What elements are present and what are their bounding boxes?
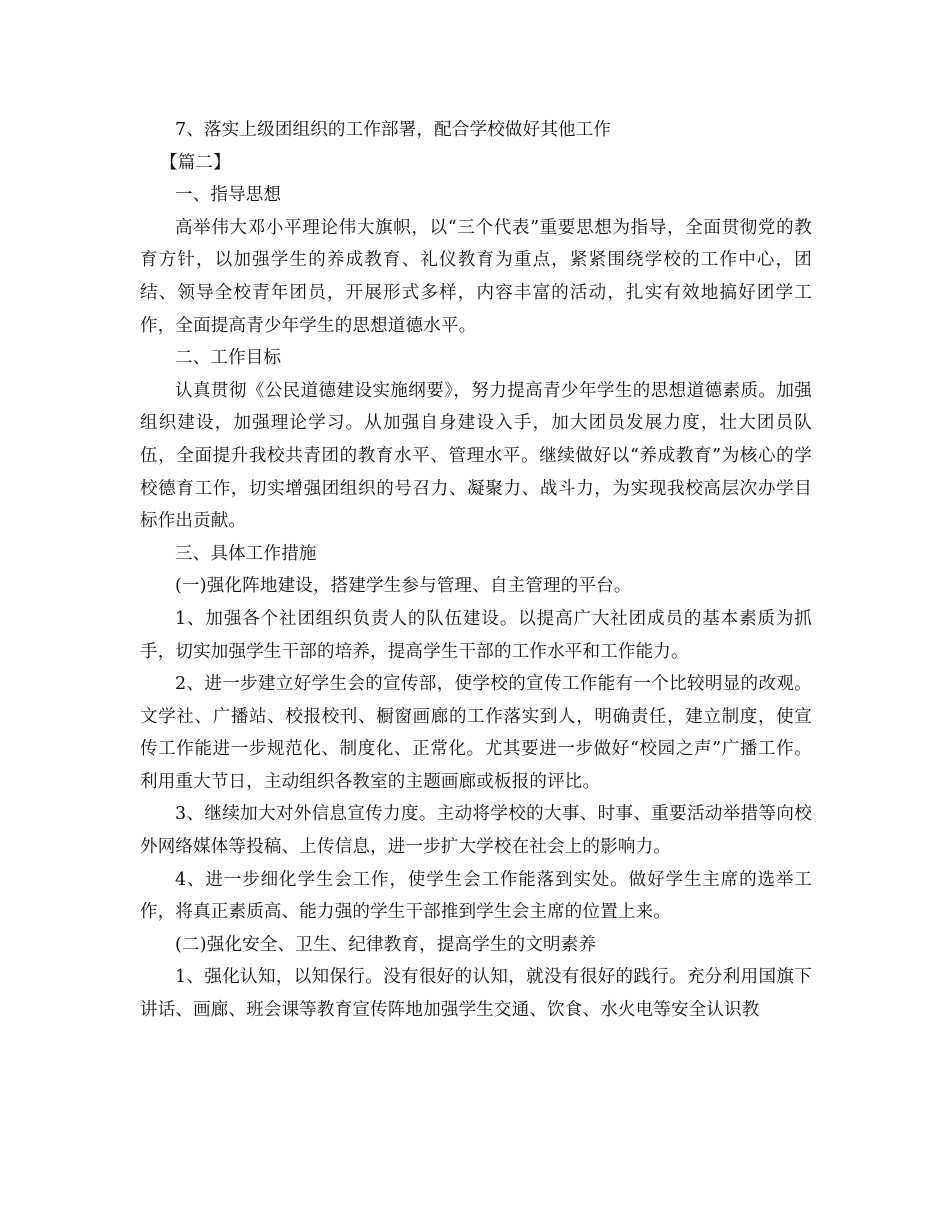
heading-specific-measures: 三、具体工作措施: [175, 543, 317, 564]
paragraph-work-goals: 认真贯彻《公民道德建设实施纲要》，努力提高青少年学生的思想道德素质。加强组织建设，加强理论学习。从加强自身建设入手，加大团员发展力度，壮大团员队伍，全面提升我校共青团的教育水平、管理水平。继续做好以“养成教育”为核心的学校德育工作，切实增强团组织的号召力、凝聚力、战斗力，为实现我校高层次办学目标作出贡献。: [140, 380, 812, 532]
list-item-3: 3、继续加大对外信息宣传力度。主动将学校的大事、时事、重要活动举措等向校外网络媒体等投稿、上传信息，进一步扩大学校在社会上的影响力。: [140, 804, 812, 858]
list-item-2: 2、进一步建立好学生会的宣传部，使学校的宣传工作能有一个比较明显的改观。文学社、广播站、校报校刊、橱窗画廊的工作落实到人，明确责任，建立制度，使宣传工作能进一步规范化、制度化、正常化。尤其要进一步做好“校园之声”广播工作。利用重大节日，主动组织各教室的主题画廊或板报的评比。: [140, 674, 812, 792]
list-item-1: 1、加强各个社团组织负责人的队伍建设。以提高广大社团成员的基本素质为抓手，切实加强学生干部的培养，提高学生干部的工作水平和工作能力。: [140, 608, 812, 662]
heading-work-goals: 二、工作目标: [175, 348, 282, 369]
section-title-part-two: 【篇二】: [160, 152, 231, 173]
paragraph-item-7: 7、落实上级团组织的工作部署，配合学校做好其他工作: [175, 120, 612, 140]
paragraph-guiding-thought: 高举伟大邓小平理论伟大旗帜，以“三个代表”重要思想为指导，全面贯彻党的教育方针，以加强学生的养成教育、礼仪教育为重点，紧紧围绕学校的工作中心，团结、领导全校青年团员，开展形式多样，内容丰富的活动，扎实有效地搞好团学工作，全面提高青少年学生的思想道德水平。: [140, 217, 812, 336]
list-item-safety-1: 1、强化认知，以知保行。没有很好的认知，就没有很好的践行。充分利用国旗下讲话、画廊、班会课等教育宣传阵地加强学生交通、饮食、水火电等安全认识教: [140, 967, 812, 1021]
subheading-position-building: (一)强化阵地建设，搭建学生参与管理、自主管理的平台。: [175, 576, 632, 597]
list-item-4: 4、进一步细化学生会工作，使学生会工作能落到实处。做好学生主席的选举工作，将真正素质高、能力强的学生干部推到学生会主席的位置上来。: [140, 869, 812, 923]
document-body: [140, 114, 812, 1027]
subheading-safety-education: (二)强化安全、卫生、纪律教育，提高学生的文明素养: [175, 934, 597, 955]
heading-guiding-thought: 一、指导思想: [175, 185, 282, 206]
